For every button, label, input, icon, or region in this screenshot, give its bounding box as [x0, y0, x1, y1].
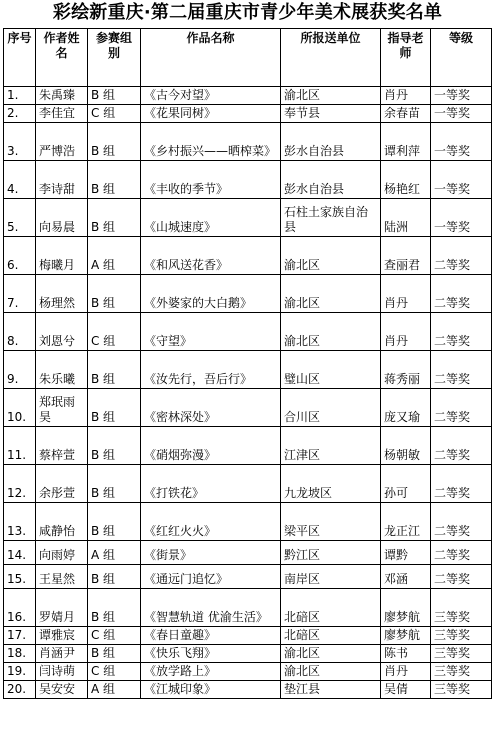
cell-group: C 组: [88, 105, 141, 123]
cell-index: 5.: [4, 199, 36, 237]
table-row: [4, 589, 492, 627]
cell-author: 杨理然: [36, 275, 88, 313]
cell-unit: 渝北区: [281, 87, 381, 105]
cell-index: 7.: [4, 275, 36, 313]
cell-group: B 组: [88, 389, 141, 427]
cell-group: A 组: [88, 541, 141, 565]
cell-unit: 渝北区: [281, 663, 381, 681]
table-row: [4, 645, 492, 663]
table-row: [4, 389, 492, 427]
header-work: 作品名称: [141, 29, 281, 87]
table-header-row: [4, 29, 492, 87]
cell-work: 《汝先行，吾后行》: [141, 351, 281, 389]
cell-work: 《密林深处》: [141, 389, 281, 427]
cell-level: 二等奖: [431, 565, 492, 589]
cell-level: 三等奖: [431, 663, 492, 681]
cell-author: 朱禹臻: [36, 87, 88, 105]
cell-author: 谭雅宸: [36, 627, 88, 645]
cell-teacher: 谭利萍: [381, 123, 431, 161]
cell-index: 9.: [4, 351, 36, 389]
cell-teacher: 蒋秀丽: [381, 351, 431, 389]
table-row: [4, 105, 492, 123]
header-index: 序号: [4, 29, 36, 87]
table-row: [4, 87, 492, 105]
cell-work: 《乡村振兴——晒榨菜》: [141, 123, 281, 161]
cell-teacher: 龙正江: [381, 503, 431, 541]
cell-index: 11.: [4, 427, 36, 465]
cell-author: 向雨婷: [36, 541, 88, 565]
cell-group: C 组: [88, 313, 141, 351]
cell-teacher: 廖梦航: [381, 589, 431, 627]
cell-group: B 组: [88, 565, 141, 589]
cell-index: 6.: [4, 237, 36, 275]
cell-author: 吴安安: [36, 681, 88, 699]
awards-table: [3, 28, 492, 699]
cell-index: 14.: [4, 541, 36, 565]
cell-group: B 组: [88, 645, 141, 663]
cell-author: 朱乐曦: [36, 351, 88, 389]
table-body: [4, 87, 492, 699]
cell-work: 《通远门追忆》: [141, 565, 281, 589]
cell-author: 闫诗萌: [36, 663, 88, 681]
cell-work: 《放学路上》: [141, 663, 281, 681]
cell-unit: 北碚区: [281, 627, 381, 645]
cell-author: 梅曦月: [36, 237, 88, 275]
cell-teacher: 肖丹: [381, 313, 431, 351]
cell-group: B 组: [88, 275, 141, 313]
cell-level: 二等奖: [431, 465, 492, 503]
cell-level: 三等奖: [431, 681, 492, 699]
cell-index: 19.: [4, 663, 36, 681]
cell-work: 《丰收的季节》: [141, 161, 281, 199]
table-row: [4, 465, 492, 503]
cell-level: 三等奖: [431, 589, 492, 627]
cell-teacher: 庞又瑜: [381, 389, 431, 427]
cell-level: 二等奖: [431, 351, 492, 389]
cell-index: 10.: [4, 389, 36, 427]
cell-index: 16.: [4, 589, 36, 627]
cell-group: B 组: [88, 465, 141, 503]
cell-teacher: 廖梦航: [381, 627, 431, 645]
cell-unit: 九龙坡区: [281, 465, 381, 503]
cell-work: 《外婆家的大白鹅》: [141, 275, 281, 313]
cell-teacher: 谭黔: [381, 541, 431, 565]
header-group: 参赛组别: [88, 29, 141, 87]
table-row: [4, 199, 492, 237]
cell-author: 余彤萱: [36, 465, 88, 503]
cell-work: 《打铁花》: [141, 465, 281, 503]
cell-unit: 合川区: [281, 389, 381, 427]
table-row: [4, 541, 492, 565]
cell-work: 《花果同树》: [141, 105, 281, 123]
cell-author: 严博浩: [36, 123, 88, 161]
cell-index: 20.: [4, 681, 36, 699]
table-row: [4, 237, 492, 275]
cell-work: 《和风送花香》: [141, 237, 281, 275]
cell-index: 3.: [4, 123, 36, 161]
cell-index: 13.: [4, 503, 36, 541]
cell-author: 刘恩兮: [36, 313, 88, 351]
cell-unit: 北碚区: [281, 589, 381, 627]
cell-group: B 组: [88, 351, 141, 389]
cell-index: 18.: [4, 645, 36, 663]
cell-level: 二等奖: [431, 389, 492, 427]
cell-teacher: 杨朝敏: [381, 427, 431, 465]
cell-teacher: 肖丹: [381, 663, 431, 681]
cell-unit: 彭水自治县: [281, 161, 381, 199]
cell-teacher: 孙可: [381, 465, 431, 503]
cell-teacher: 杨艳红: [381, 161, 431, 199]
cell-author: 蔡梓萱: [36, 427, 88, 465]
table-row: [4, 427, 492, 465]
table-row: [4, 313, 492, 351]
cell-teacher: 邓涵: [381, 565, 431, 589]
table-row: [4, 275, 492, 313]
cell-level: 一等奖: [431, 161, 492, 199]
cell-author: 罗婧月: [36, 589, 88, 627]
cell-group: B 组: [88, 589, 141, 627]
cell-group: B 组: [88, 427, 141, 465]
cell-level: 二等奖: [431, 313, 492, 351]
cell-teacher: 余春苗: [381, 105, 431, 123]
cell-group: B 组: [88, 503, 141, 541]
cell-group: C 组: [88, 663, 141, 681]
cell-author: 郑珉雨昊: [36, 389, 88, 427]
cell-unit: 江津区: [281, 427, 381, 465]
cell-work: 《红红火火》: [141, 503, 281, 541]
cell-level: 一等奖: [431, 199, 492, 237]
cell-index: 4.: [4, 161, 36, 199]
cell-unit: 南岸区: [281, 565, 381, 589]
cell-author: 李诗甜: [36, 161, 88, 199]
cell-teacher: 肖丹: [381, 87, 431, 105]
header-teacher: 指导老师: [381, 29, 431, 87]
cell-author: 李佳宜: [36, 105, 88, 123]
cell-unit: 奉节县: [281, 105, 381, 123]
cell-level: 一等奖: [431, 87, 492, 105]
header-level: 等级: [431, 29, 492, 87]
cell-level: 一等奖: [431, 105, 492, 123]
cell-teacher: 查丽君: [381, 237, 431, 275]
cell-group: B 组: [88, 123, 141, 161]
cell-level: 一等奖: [431, 123, 492, 161]
cell-author: 王星然: [36, 565, 88, 589]
cell-teacher: 吴倩: [381, 681, 431, 699]
cell-level: 二等奖: [431, 237, 492, 275]
table-row: [4, 681, 492, 699]
cell-index: 17.: [4, 627, 36, 645]
cell-level: 二等奖: [431, 503, 492, 541]
document-title: 彩绘新重庆·第二届重庆市青少年美术展获奖名单: [52, 2, 443, 23]
cell-level: 三等奖: [431, 645, 492, 663]
cell-group: A 组: [88, 237, 141, 275]
cell-index: 2.: [4, 105, 36, 123]
cell-level: 二等奖: [431, 541, 492, 565]
cell-unit: 渝北区: [281, 275, 381, 313]
table-row: [4, 351, 492, 389]
cell-work: 《快乐飞翔》: [141, 645, 281, 663]
cell-unit: 渝北区: [281, 313, 381, 351]
cell-level: 二等奖: [431, 427, 492, 465]
cell-work: 《古今对望》: [141, 87, 281, 105]
cell-index: 8.: [4, 313, 36, 351]
cell-work: 《江城印象》: [141, 681, 281, 699]
cell-work: 《春日童趣》: [141, 627, 281, 645]
cell-work: 《山城速度》: [141, 199, 281, 237]
table-row: [4, 161, 492, 199]
cell-level: 三等奖: [431, 627, 492, 645]
cell-group: A 组: [88, 681, 141, 699]
cell-teacher: 肖丹: [381, 275, 431, 313]
table-row: [4, 663, 492, 681]
cell-unit: 垫江县: [281, 681, 381, 699]
cell-unit: 渝北区: [281, 237, 381, 275]
cell-work: 《街景》: [141, 541, 281, 565]
cell-work: 《智慧轨道 优渝生活》: [141, 589, 281, 627]
cell-group: B 组: [88, 161, 141, 199]
cell-index: 15.: [4, 565, 36, 589]
table-row: [4, 123, 492, 161]
cell-teacher: 陈书: [381, 645, 431, 663]
cell-author: 咸静怡: [36, 503, 88, 541]
cell-author: 向易晨: [36, 199, 88, 237]
cell-unit: 石柱土家族自治县: [281, 199, 381, 237]
header-author: 作者姓名: [36, 29, 88, 87]
cell-teacher: 陆洲: [381, 199, 431, 237]
cell-group: C 组: [88, 627, 141, 645]
cell-work: 《硝烟弥漫》: [141, 427, 281, 465]
cell-level: 二等奖: [431, 275, 492, 313]
cell-index: 1.: [4, 87, 36, 105]
cell-group: B 组: [88, 199, 141, 237]
header-unit: 所报送单位: [281, 29, 381, 87]
table-row: [4, 565, 492, 589]
table-row: [4, 627, 492, 645]
cell-unit: 璧山区: [281, 351, 381, 389]
cell-unit: 黔江区: [281, 541, 381, 565]
cell-work: 《守望》: [141, 313, 281, 351]
cell-unit: 梁平区: [281, 503, 381, 541]
table-row: [4, 503, 492, 541]
cell-index: 12.: [4, 465, 36, 503]
cell-group: B 组: [88, 87, 141, 105]
cell-unit: 渝北区: [281, 645, 381, 663]
cell-author: 肖涵尹: [36, 645, 88, 663]
cell-unit: 彭水自治县: [281, 123, 381, 161]
